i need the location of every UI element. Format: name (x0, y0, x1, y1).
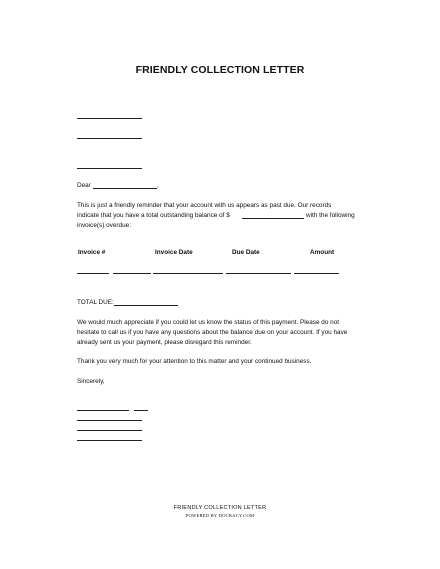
signature-line[interactable] (77, 410, 129, 411)
paragraph-3: Thank you very much for your attention to this matter and your continued business. (77, 358, 312, 365)
total-due-label: TOTAL DUE: (77, 299, 114, 306)
dear-suffix: , (157, 182, 159, 189)
header-invoice-date: Invoice Date (155, 249, 193, 256)
header-invoice-number: Invoice # (78, 249, 106, 256)
header-due-date: Due Date (232, 249, 260, 256)
header-amount: Amount (310, 249, 335, 256)
paragraph-1-line-2: indicate that you have a total outstanding balance of $ (77, 212, 230, 219)
signer-name-line[interactable] (77, 420, 142, 421)
signer-title-line[interactable] (77, 430, 142, 431)
footer-title: FRIENDLY COLLECTION LETTER (173, 505, 267, 511)
signer-contact-line[interactable] (77, 440, 142, 441)
invoice-number-field[interactable] (77, 273, 109, 274)
sender-address-line-1[interactable] (77, 118, 142, 119)
outstanding-balance-line[interactable] (242, 218, 304, 219)
paragraph-2-line-1: We would much appreciate if you could let us know the status of this payment. Please do not (77, 319, 340, 326)
total-due-field[interactable] (114, 305, 178, 306)
recipient-name-line[interactable] (93, 188, 157, 189)
paragraph-2-line-3: already sent us your payment, please disregard this reminder. (77, 339, 252, 346)
paragraph-1-line-3: invoice(s) overdue: (77, 222, 131, 229)
paragraph-2-line-2: hesitate to call us if you have any questions about the balance due on your account. If you have (77, 329, 348, 336)
salutation (77, 181, 91, 190)
closing: Sincerely, (77, 378, 105, 385)
due-date-field[interactable] (226, 273, 291, 274)
invoice-date-field-a[interactable] (113, 273, 151, 274)
footer-powered-by: POWERED BY DOCRACY.COM (185, 513, 255, 518)
page-title: FRIENDLY COLLECTION LETTER (135, 64, 305, 76)
invoice-date-field-b[interactable] (153, 273, 223, 274)
dear-label: Dear (77, 182, 91, 189)
sender-address-line-3[interactable] (77, 168, 142, 169)
amount-field[interactable] (294, 273, 339, 274)
paragraph-1-line-1: This is just a friendly reminder that your account with us appears as past due. Our records (77, 202, 332, 209)
sender-address-line-2[interactable] (77, 138, 142, 139)
signature-date-line[interactable] (134, 410, 148, 411)
paragraph-1-line-2-end: with the following (306, 212, 355, 219)
